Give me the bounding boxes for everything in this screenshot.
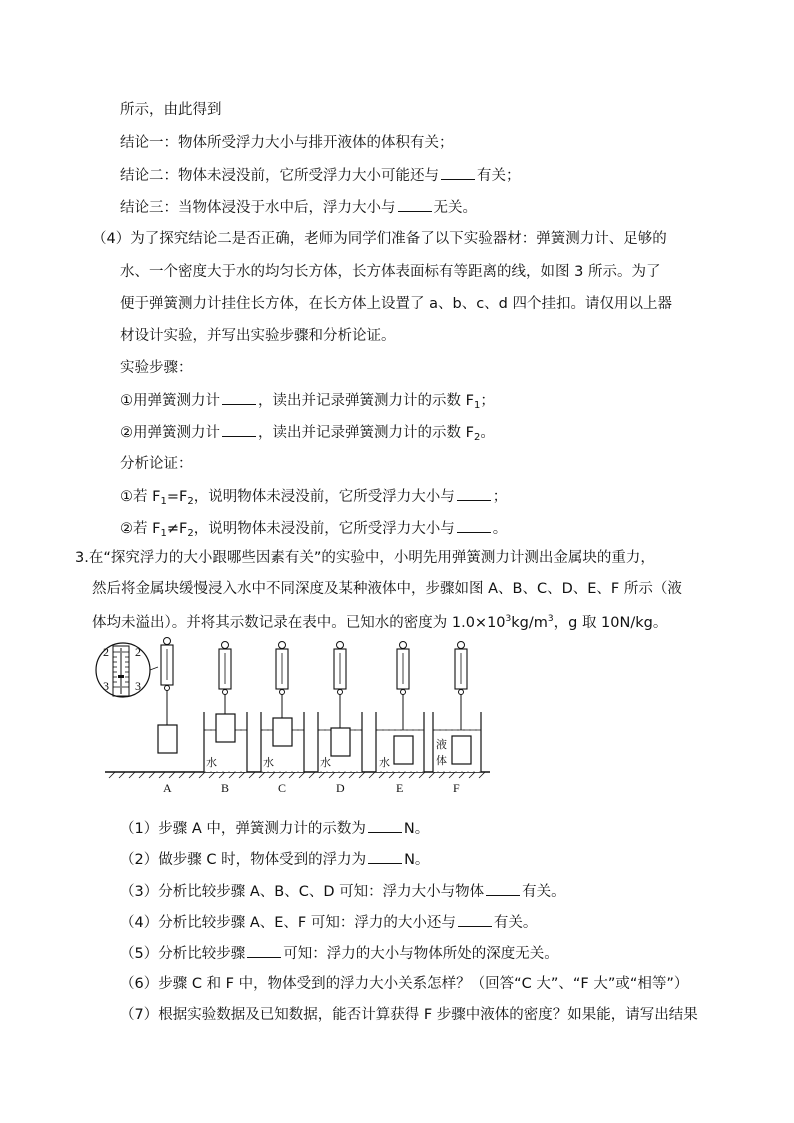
step-2: ②用弹簧测力计 ，读出并记录弹簧测力计的示数 $F_2$。	[120, 422, 495, 448]
intro-line: 所示，由此得到	[120, 102, 222, 118]
step-e	[376, 642, 424, 773]
analysis-2: ②若 $F_1\ne F_2$，说明物体未浸没前，它所受浮力大小与 。	[120, 518, 507, 544]
scale-label-bottom: 3	[103, 679, 109, 693]
answer-blank[interactable]	[398, 197, 432, 212]
question-3-line-2: 然后将金属块缓慢浸入水中不同深度及某种液体中，步骤如图 A、B、C、D、E、F 所示（液	[92, 581, 682, 597]
figure-label-e: E	[396, 781, 404, 795]
step-1: ①用弹簧测力计 ，读出并记录弹簧测力计的示数 $F_1$；	[120, 390, 495, 416]
sub-question-7: （7）根据实验数据及已知数据，能否计算获得 F 步骤中液体的密度？如果能，请写出结果	[120, 1007, 698, 1023]
question-3-line-3: 体均未溢出）。并将其示数记录在表中。已知水的密度为 $1.0\times 10^3kg/m^3$，g 取 10N/kg。	[92, 614, 668, 631]
figure-label-f: F	[453, 781, 460, 795]
conclusion-2: 结论二：物体未浸没前，它所受浮力大小可能还与 有关；	[120, 165, 521, 186]
conclusion-1: 结论一：物体所受浮力大小与排开液体的体积有关；	[120, 135, 454, 151]
answer-blank[interactable]	[457, 486, 491, 501]
label-water-c: 水	[263, 756, 274, 769]
answer-blank[interactable]	[457, 518, 491, 533]
question-4-line-4: 材设计实验，并写出实验步骤和分析论证。	[120, 328, 396, 344]
steps-title: 实验步骤：	[120, 360, 193, 376]
sub-question-3: （3）分析比较步骤 A、B、C、D 可知：浮力大小与物体 有关。	[120, 881, 566, 902]
sub-question-5: （5）分析比较步骤 可知：浮力的大小与物体所处的深度无关。	[120, 943, 559, 964]
label-liquid-2: 体	[436, 754, 447, 767]
question-4-line-2: 水、一个密度大于水的均匀长方体，长方体表面标有等距离的线，如图 3 所示。为了	[120, 264, 661, 280]
analysis-title: 分析论证：	[120, 456, 193, 472]
label-water-d: 水	[320, 756, 331, 769]
question-3-line-1: 3.在“探究浮力的大小跟哪些因素有关”的实验中，小明先用弹簧测力计测出金属块的重力，	[75, 550, 655, 566]
figure-label-d: D	[336, 781, 345, 795]
label-water-b: 水	[206, 756, 217, 769]
answer-blank[interactable]	[441, 165, 475, 180]
answer-blank[interactable]	[368, 849, 402, 864]
sub-question-2: （2）做步骤 C 时，物体受到的浮力为 N。	[120, 849, 429, 870]
scale-label-top-right: 2	[135, 645, 141, 659]
sub-question-4: （4）分析比较步骤 A、E、F 可知：浮力的大小还与 有关。	[120, 912, 537, 933]
step-a	[158, 638, 177, 754]
ground	[105, 772, 490, 778]
question-4-line-3: 便于弹簧测力计挂住长方体，在长方体上设置了 a、b、c、d 四个挂扣。请仅用以上器	[120, 296, 672, 312]
figure-label-b: B	[221, 781, 230, 795]
answer-blank[interactable]	[222, 422, 256, 437]
conclusion-3: 结论三：当物体浸没于水中后，浮力大小与 无关。	[120, 197, 477, 218]
label-liquid-1: 液	[436, 738, 447, 751]
answer-blank[interactable]	[458, 912, 492, 927]
step-f	[433, 642, 481, 773]
experiment-figure	[95, 632, 495, 802]
figure-label-c: C	[278, 781, 287, 795]
step-b	[204, 642, 247, 773]
scale-label-bottom-right: 3	[135, 679, 141, 693]
scale-magnifier	[96, 643, 158, 697]
figure-label-a: A	[163, 781, 172, 795]
answer-blank[interactable]	[368, 818, 402, 833]
answer-blank[interactable]	[222, 390, 256, 405]
analysis-1: ①若 $F_1=F_2$，说明物体未浸没前，它所受浮力大小与 ；	[120, 486, 507, 512]
label-water-e: 水	[379, 756, 390, 769]
answer-blank[interactable]	[247, 943, 281, 958]
question-4-line-1: （4）为了探究结论二是否正确，老师为同学们准备了以下实验器材：弹簧测力计、足够的	[92, 231, 667, 247]
sub-question-6: （6）步骤 C 和 F 中，物体受到的浮力大小关系怎样？（回答“C 大”、“F 大”或“相等”）	[120, 976, 689, 992]
scale-label-top: 2	[103, 645, 109, 659]
sub-question-1: （1）步骤 A 中，弹簧测力计的示数为 N。	[120, 818, 429, 839]
answer-blank[interactable]	[486, 881, 520, 896]
step-c	[261, 642, 304, 773]
step-d	[318, 642, 362, 773]
